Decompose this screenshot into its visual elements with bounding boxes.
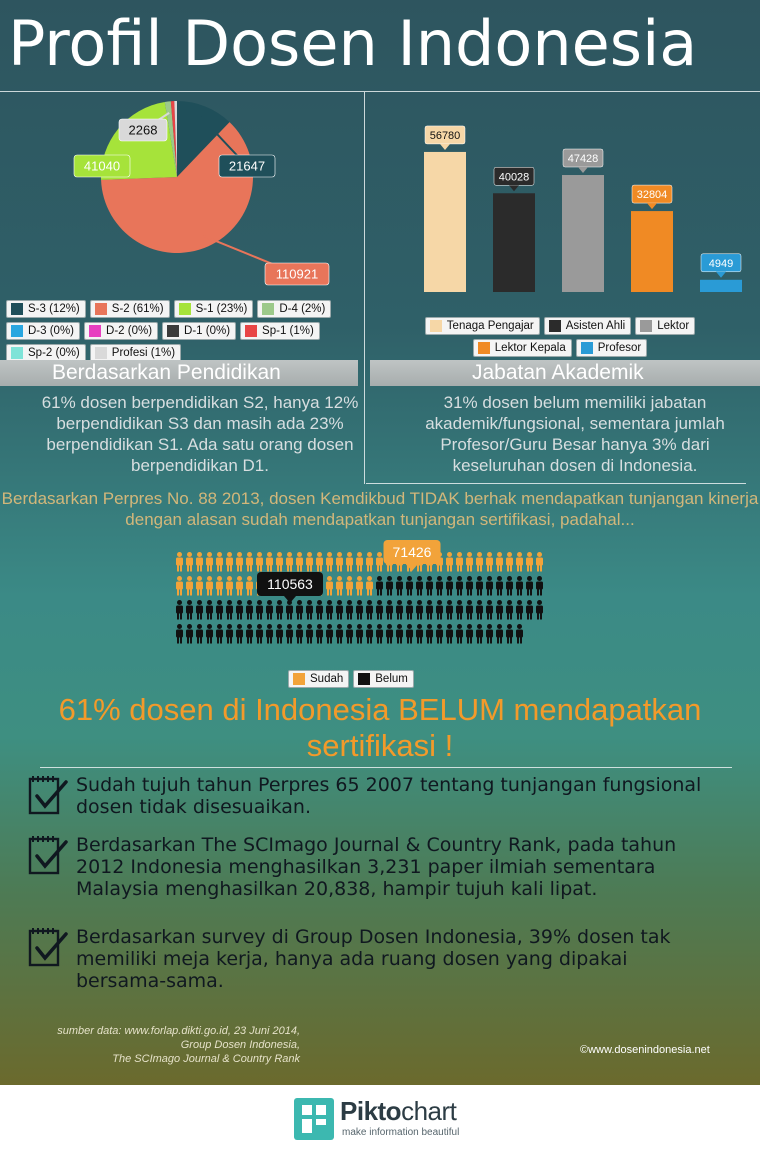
person-icon [226, 624, 233, 644]
legend-item [6, 322, 80, 340]
point-2 [28, 834, 728, 900]
person-icon [406, 624, 413, 644]
bar-value-label: 47428 [567, 153, 599, 166]
brand-part: chart [401, 1096, 457, 1126]
legend-swatch [293, 673, 305, 685]
person-icon [336, 552, 343, 572]
person-icon [516, 624, 523, 644]
person-icon [216, 576, 223, 596]
rank-divider [366, 483, 746, 484]
person-icon [336, 624, 343, 644]
person-icon [516, 600, 523, 620]
person-icon [366, 600, 373, 620]
person-icon [436, 600, 443, 620]
bar-label-pointer [440, 144, 450, 150]
person-icon [516, 552, 523, 572]
person-icon [186, 552, 193, 572]
person-icon [446, 576, 453, 596]
legend-swatch [478, 342, 490, 354]
bar [700, 280, 742, 292]
person-icon [366, 624, 373, 644]
person-icon [276, 600, 283, 620]
person-icon [426, 624, 433, 644]
legend-label: Lektor Kepala [494, 342, 566, 354]
person-icon [486, 624, 493, 644]
legend-label: Sp-1 (1%) [262, 325, 314, 337]
person-icon [466, 576, 473, 596]
person-icon [236, 552, 243, 572]
person-icon [356, 600, 363, 620]
certification-legend [288, 670, 488, 688]
person-icon [436, 624, 443, 644]
education-heading-band [0, 360, 358, 386]
person-icon [476, 576, 483, 596]
person-icon [456, 576, 463, 596]
person-icon [526, 600, 533, 620]
academic-rank-bar-chart [372, 100, 752, 320]
person-icon [286, 624, 293, 644]
legend-swatch [581, 342, 593, 354]
person-icon [466, 624, 473, 644]
person-icon [326, 552, 333, 572]
legend-item [576, 339, 647, 357]
person-icon [226, 552, 233, 572]
person-icon [436, 576, 443, 596]
legend-label: D-1 (0%) [184, 325, 231, 337]
person-icon [406, 600, 413, 620]
footer [0, 1085, 760, 1155]
person-icon [486, 600, 493, 620]
person-icon [196, 576, 203, 596]
brand-name [340, 1096, 456, 1127]
person-icon [366, 552, 373, 572]
person-icon [486, 576, 493, 596]
legend-label: Profesi (1%) [111, 347, 176, 359]
legend-swatch [167, 325, 179, 337]
bar-label-pointer [509, 185, 519, 191]
person-icon [296, 624, 303, 644]
person-icon [456, 600, 463, 620]
point-2-text: Berdasarkan The SCImago Journal & Country Rank, pada tahun 2012 Indonesia menghasilkan 3,231 paper ilmiah sementara Malaysia menghasilkan 20,838, hampir tujuh kali lipat. [76, 834, 677, 900]
column-divider [364, 92, 365, 484]
data-label: 41040 [83, 158, 121, 174]
person-icon [256, 624, 263, 644]
education-legend [6, 300, 361, 362]
person-icon [316, 624, 323, 644]
bar-value-label: 56780 [429, 129, 461, 142]
bar-label-pointer [578, 167, 588, 173]
legend-item [635, 317, 695, 335]
source-line: Group Dosen Indonesia, [180, 1039, 300, 1051]
person-icon [426, 576, 433, 596]
person-icon [376, 576, 383, 596]
pictogram-callout-pointer [284, 596, 296, 603]
legend-item [240, 322, 320, 340]
data-label: 110921 [275, 266, 319, 282]
legend-swatch [262, 303, 274, 315]
legend-swatch [89, 325, 101, 337]
education-pie-chart [0, 92, 360, 292]
person-icon [336, 600, 343, 620]
person-icon [446, 624, 453, 644]
data-label: 21647 [228, 158, 266, 174]
academic-rank-legend [420, 317, 700, 357]
person-icon [196, 552, 203, 572]
legend-label: Lektor [657, 320, 690, 332]
person-icon [386, 576, 393, 596]
legend-label: Sudah [310, 673, 344, 685]
legend-label: Asisten Ahli [565, 320, 626, 332]
person-icon [516, 576, 523, 596]
person-icon [536, 552, 543, 572]
person-icon [226, 576, 233, 596]
person-icon [216, 552, 223, 572]
person-icon [536, 576, 543, 596]
person-icon [306, 624, 313, 644]
person-icon [526, 552, 533, 572]
person-icon [356, 576, 363, 596]
bar-value-label: 32804 [636, 189, 668, 202]
person-icon [366, 576, 373, 596]
legend-label: Tenaga Pengajar [446, 320, 534, 332]
point-1-text: Sudah tujuh tahun Perpres 65 2007 tentang tunjangan fungsional dosen tidak disesuaikan. [76, 774, 702, 818]
person-icon [236, 600, 243, 620]
point-3-text: Berdasarkan survey di Group Dosen Indonesia, 39% dosen tak memiliki meja kerja, hanya ada ruang dosen yang dipakai bersama-sama. [76, 926, 671, 992]
education-heading: Berdasarkan Pendidikan [52, 361, 281, 384]
person-icon [296, 552, 303, 572]
legend-label: Belum [375, 673, 408, 685]
source-note [20, 1024, 300, 1066]
bar-value-label: 4949 [708, 257, 734, 270]
person-icon [506, 624, 513, 644]
person-icon [226, 600, 233, 620]
person-icon [346, 600, 353, 620]
person-icon [326, 600, 333, 620]
legend-swatch [11, 347, 23, 359]
person-icon [446, 600, 453, 620]
person-icon [456, 624, 463, 644]
legend-item [353, 670, 414, 688]
person-icon [266, 600, 273, 620]
person-icon [186, 576, 193, 596]
person-icon [346, 576, 353, 596]
legend-label: D-3 (0%) [28, 325, 75, 337]
person-icon [216, 600, 223, 620]
page-title: Profil Dosen Indonesia [8, 7, 698, 80]
person-icon [206, 552, 213, 572]
person-icon [476, 624, 483, 644]
site-credit: ©www.dosenindonesia.net [580, 1044, 710, 1056]
person-icon [506, 600, 513, 620]
person-icon [476, 552, 483, 572]
person-icon [536, 600, 543, 620]
education-summary: 61% dosen berpendidikan S2, hanya 12% berpendidikan S3 dan masih ada 23% berpendidikan S1. Ada satu orang dosen berpendidikan D1. [41, 393, 359, 475]
person-icon [496, 552, 503, 572]
legend-item [473, 339, 572, 357]
person-icon [496, 600, 503, 620]
person-icon [396, 600, 403, 620]
person-icon [246, 552, 253, 572]
point-1 [28, 774, 728, 823]
person-icon [286, 600, 293, 620]
person-icon [406, 576, 413, 596]
person-icon [196, 600, 203, 620]
legend-item [174, 300, 254, 318]
person-icon [416, 576, 423, 596]
person-icon [256, 552, 263, 572]
person-icon [316, 552, 323, 572]
legend-label: S-2 (61%) [111, 303, 164, 315]
person-icon [266, 624, 273, 644]
bar [493, 193, 535, 292]
person-icon [186, 600, 193, 620]
person-icon [206, 600, 213, 620]
legend-swatch [11, 325, 23, 337]
pictogram-value-label: 110563 [267, 576, 313, 592]
person-icon [376, 552, 383, 572]
person-icon [276, 552, 283, 572]
legend-label: Profesor [597, 342, 642, 354]
person-icon [206, 576, 213, 596]
person-icon [386, 624, 393, 644]
person-icon [176, 576, 183, 596]
perpres-note: Berdasarkan Perpres No. 88 2013, dosen Kemdikbud TIDAK berhak mendapatkan tunjangan kinerja dengan alasan sudah mendapatkan tunjangan sertifikasi, padahal... [1, 489, 759, 529]
person-icon [206, 624, 213, 644]
legend-label: Sp-2 (0%) [28, 347, 80, 359]
checklist-icon [28, 926, 70, 975]
checklist-icon [28, 834, 70, 883]
legend-swatch [179, 303, 191, 315]
person-icon [526, 576, 533, 596]
data-label: 2268 [128, 122, 158, 138]
person-icon [176, 600, 183, 620]
person-icon [466, 552, 473, 572]
bar-label-pointer [647, 203, 657, 209]
legend-item [6, 300, 86, 318]
person-icon [316, 600, 323, 620]
person-icon [246, 576, 253, 596]
person-icon [486, 552, 493, 572]
rank-heading-band [370, 360, 760, 386]
legend-label: D-4 (2%) [279, 303, 326, 315]
person-icon [386, 600, 393, 620]
person-icon [176, 552, 183, 572]
legend-swatch [640, 320, 652, 332]
legend-swatch [430, 320, 442, 332]
certification-pictogram [170, 540, 570, 665]
person-icon [416, 624, 423, 644]
person-icon [506, 552, 513, 572]
bar [424, 152, 466, 292]
person-icon [426, 600, 433, 620]
bar [562, 175, 604, 292]
points-divider [40, 767, 732, 768]
legend-item [257, 300, 331, 318]
person-icon [416, 600, 423, 620]
person-icon [216, 624, 223, 644]
piktochart-logo-icon [294, 1098, 334, 1140]
source-line: The SCImago Journal & Country Rank [112, 1053, 300, 1065]
legend-swatch [245, 325, 257, 337]
brand-tagline: make information beautiful [342, 1127, 460, 1138]
person-icon [346, 624, 353, 644]
bar [631, 211, 673, 292]
person-icon [296, 600, 303, 620]
person-icon [466, 600, 473, 620]
person-icon [176, 624, 183, 644]
person-icon [346, 552, 353, 572]
person-icon [356, 552, 363, 572]
legend-item [288, 670, 349, 688]
legend-item [84, 322, 158, 340]
person-icon [236, 576, 243, 596]
person-icon [236, 624, 243, 644]
person-icon [496, 624, 503, 644]
person-icon [396, 576, 403, 596]
person-icon [496, 576, 503, 596]
legend-swatch [549, 320, 561, 332]
person-icon [196, 624, 203, 644]
legend-item [544, 317, 631, 335]
legend-swatch [95, 303, 107, 315]
legend-swatch [11, 303, 23, 315]
person-icon [476, 600, 483, 620]
person-icon [376, 624, 383, 644]
legend-item [425, 317, 540, 335]
legend-swatch [95, 347, 107, 359]
person-icon [356, 624, 363, 644]
person-icon [246, 624, 253, 644]
person-icon [336, 576, 343, 596]
person-icon [246, 600, 253, 620]
person-icon [286, 552, 293, 572]
legend-item [90, 300, 170, 318]
legend-label: D-2 (0%) [106, 325, 153, 337]
legend-label: S-1 (23%) [195, 303, 248, 315]
point-3 [28, 926, 728, 992]
person-icon [456, 552, 463, 572]
checklist-icon [28, 774, 70, 823]
person-icon [326, 576, 333, 596]
legend-swatch [358, 673, 370, 685]
person-icon [506, 576, 513, 596]
certification-headline: 61% dosen di Indonesia BELUM mendapatkan sertifikasi ! [58, 692, 702, 763]
person-icon [306, 600, 313, 620]
rank-heading: Jabatan Akademik [472, 361, 644, 384]
person-icon [446, 552, 453, 572]
person-icon [256, 600, 263, 620]
legend-item [162, 322, 236, 340]
pictogram-value-label: 71426 [392, 544, 432, 560]
person-icon [306, 552, 313, 572]
person-icon [186, 624, 193, 644]
rank-summary: 31% dosen belum memiliki jabatan akademik/fungsional, sementara jumlah Profesor/Guru Besar hanya 3% dari keseluruhan dosen di Indonesia. [425, 393, 725, 475]
person-icon [266, 552, 273, 572]
person-icon [376, 600, 383, 620]
person-icon [326, 624, 333, 644]
person-icon [396, 624, 403, 644]
person-icon [276, 624, 283, 644]
legend-label: S-3 (12%) [28, 303, 80, 315]
bar-label-pointer [716, 272, 726, 278]
bar-value-label: 40028 [498, 171, 530, 184]
brand-part: Pikto [340, 1096, 402, 1126]
source-line: sumber data: www.forlap.dikti.go.id, 23 Juni 2014, [57, 1025, 300, 1037]
